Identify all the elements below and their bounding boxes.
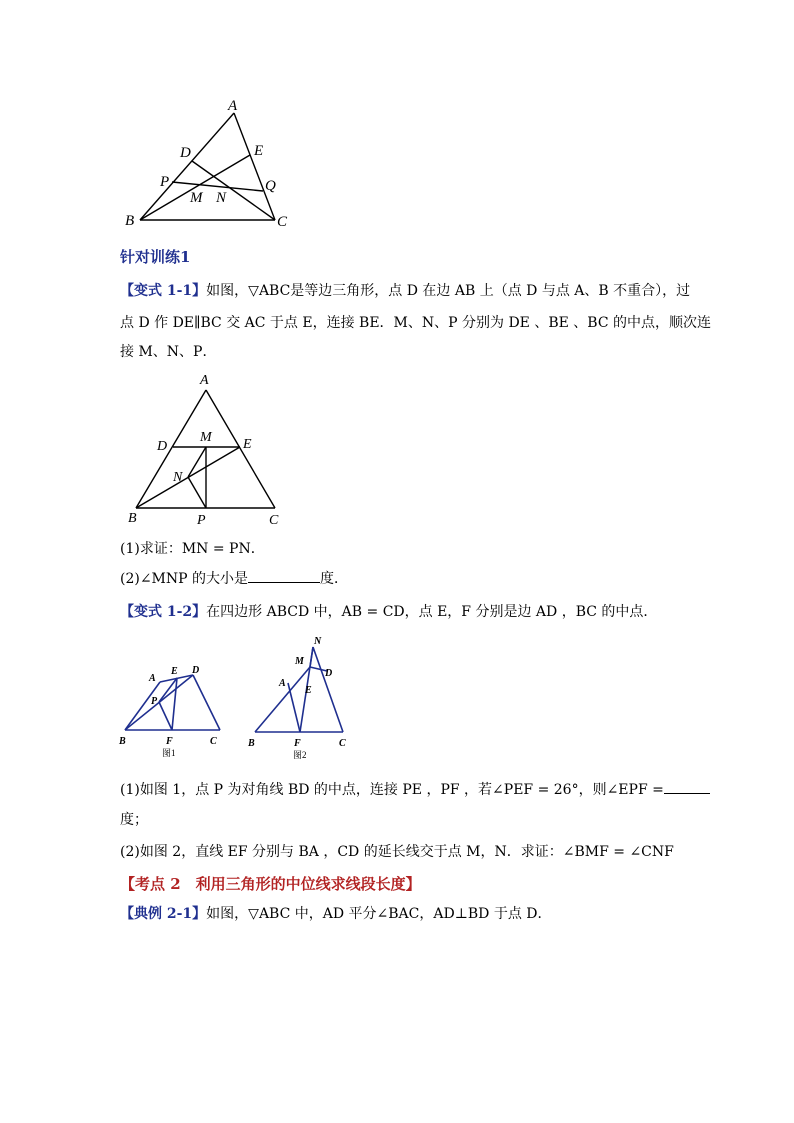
v1-2-q1-suffix: 度； (120, 812, 148, 828)
label-C: C (339, 738, 346, 749)
label-M: M (190, 190, 203, 206)
v1-1-q1: (1)求证：MN = PN． (120, 541, 265, 557)
label-C: C (210, 736, 217, 747)
label-M: M (295, 656, 304, 667)
label-M: M (200, 430, 212, 445)
v1-2-line1-row (120, 603, 657, 621)
label-A: A (200, 373, 209, 388)
example-2-1-text: 如图，▽ABC 中，AD 平分∠BAC，AD⊥BD 于点 D． (206, 906, 552, 922)
figure-caption: 图2 (293, 750, 307, 760)
label-E: E (171, 666, 178, 677)
answer-blank[interactable] (248, 582, 320, 583)
label-Q: Q (265, 178, 276, 194)
label-D: D (325, 668, 333, 679)
label-P: P (160, 174, 170, 190)
v1-1-q2-prefix: (2)∠MNP 的大小是 (120, 571, 249, 587)
label-P: P (197, 513, 206, 528)
label-A: A (279, 678, 286, 689)
label-E: E (254, 143, 264, 159)
label-E: E (305, 685, 312, 696)
label-B: B (248, 738, 255, 749)
v1-2-line1: 在四边形 ABCD 中，AB = CD，点 E，F 分别是边 AD ，BC 的中点． (206, 604, 658, 620)
example-2-1-tag: 【典例 2-1】 (120, 906, 207, 922)
label-E: E (243, 437, 252, 452)
v1-1-line3: 接 M、N、P． (120, 344, 217, 360)
label-D: D (180, 145, 191, 161)
v1-2-q1-prefix: (1)如图 1，点 P 为对角线 BD 的中点，连接 PE ，PF ，若∠PEF = 26°，则∠EPF = (120, 782, 664, 798)
v1-1-line1-row (120, 282, 690, 300)
label-N: N (173, 470, 183, 485)
v1-1-line2: 点 D 作 DE∥BC 交 AC 于点 E，连接 BE．M、N、P 分别为 DE 、BE 、BC 的中点，顺次连 (120, 315, 712, 331)
v1-1-line1: 如图，▽ABC是等边三角形，点 D 在边 AB 上（点 D 与点 A、B 不重合），过 (206, 283, 691, 299)
kaodian-2-heading: 【考点 2 利用三角形的中位线求线段长度】 (120, 875, 421, 893)
figure-caption: 图1 (162, 748, 176, 758)
label-D: D (157, 439, 168, 454)
v1-1-q2-row (120, 570, 348, 588)
triangle-figure-top (120, 95, 300, 235)
label-D: D (192, 665, 200, 676)
label-F: F (166, 736, 173, 747)
label-B: B (119, 736, 126, 747)
v1-2-tag: 【变式 1-2】 (120, 604, 207, 620)
label-N: N (216, 190, 227, 206)
label-P: P (151, 696, 158, 707)
v1-2-q1-row (120, 781, 710, 799)
label-F: F (294, 738, 301, 749)
label-B: B (128, 511, 137, 526)
label-C: C (269, 513, 279, 528)
v1-1-tag: 【变式 1-1】 (120, 283, 207, 299)
quadrilateral-figure-1 (115, 660, 230, 760)
v1-1-q2-suffix: 度． (320, 571, 349, 587)
answer-blank[interactable] (664, 793, 710, 794)
label-B: B (125, 213, 135, 229)
section-title: 针对训练1 (120, 248, 191, 266)
label-C: C (277, 214, 288, 230)
label-N: N (314, 636, 322, 647)
label-A: A (149, 673, 156, 684)
quadrilateral-figure-2 (243, 630, 358, 762)
label-A: A (228, 98, 238, 114)
example-2-1-row (120, 905, 552, 923)
v1-2-q2: (2)如图 2，直线 EF 分别与 BA ，CD 的延长线交于点 M，N．求证：∠BMF = ∠CNF (120, 844, 674, 860)
triangle-figure-1-1 (120, 370, 290, 530)
